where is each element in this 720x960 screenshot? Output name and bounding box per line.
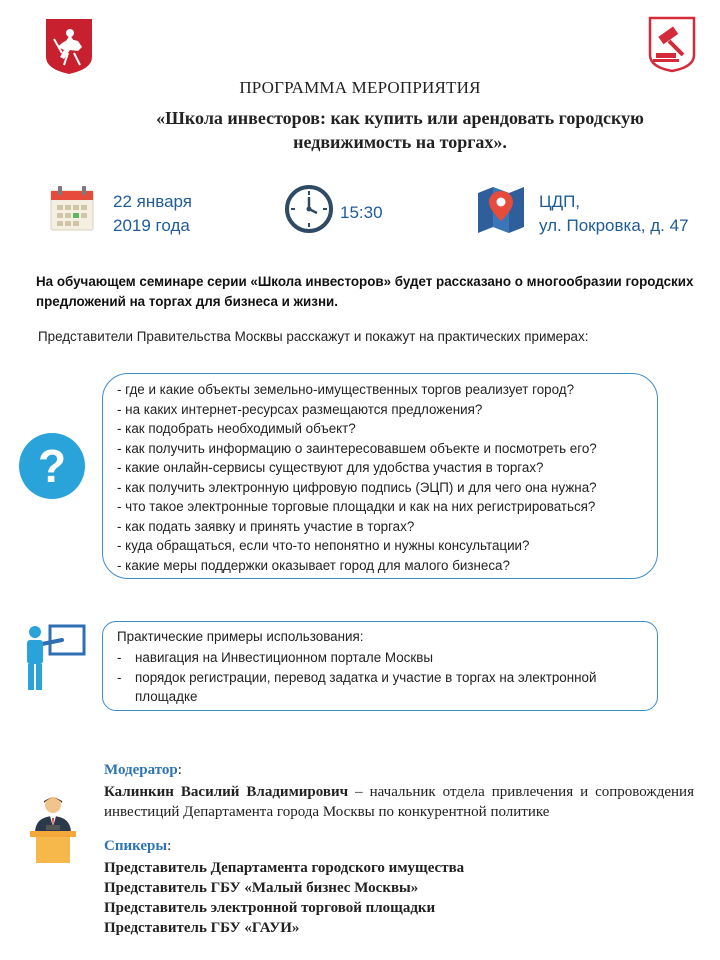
- intro-paragraph: На обучающем семинаре серии «Школа инвесторов» будет рассказано о многообразии городских предложений на торгах для бизнеса и жизни.: [36, 274, 694, 309]
- list-item: - как подобрать необходимый объект?: [117, 421, 356, 436]
- subtitle-line: недвижимость на торгах».: [293, 132, 507, 152]
- list-item: - как получить электронную цифровую подпись (ЭЦП) и для чего она нужна?: [117, 479, 597, 495]
- list-item-text: порядок регистрации, перевод задатка и участие в торгах на электронной площадке: [135, 669, 597, 704]
- moscow-coat-of-arms: [44, 17, 94, 75]
- event-date: [113, 190, 192, 238]
- list-item: - как подать заявку и принять участие в торгах?: [117, 518, 415, 534]
- speakers-label: Спикеры:: [104, 838, 172, 854]
- event-place: [539, 190, 689, 238]
- page-title: ПРОГРАММА МЕРОПРИЯТИЯ: [239, 78, 481, 97]
- event-time: 15:30: [340, 203, 383, 222]
- list-item: - какие онлайн-сервисы существуют для удобства участия в торгах?: [117, 460, 544, 475]
- speakers-list: [104, 858, 464, 938]
- svg-text:?: ?: [37, 440, 67, 492]
- map-pin-icon: [477, 185, 525, 235]
- moderator-label: Модератор:: [104, 762, 182, 778]
- place-address: ул. Покровка, д. 47: [539, 216, 689, 235]
- list-item: - на каких интернет-ресурсах размещаются предложения?: [117, 401, 483, 417]
- moderator-name: Калинкин Василий Владимирович: [104, 784, 349, 800]
- practice-title: Практические примеры использования:: [117, 629, 364, 644]
- question-icon: [18, 432, 86, 500]
- list-item: - как получить информацию о заинтересовавшем объекте и посмотреть его?: [117, 440, 597, 456]
- speakers-label-text: Спикеры: [104, 838, 168, 854]
- auction-logo-icon: [647, 15, 697, 73]
- list-item-text: навигация на Инвестиционном портале Москвы: [135, 650, 433, 665]
- moderator-label-text: Модератор: [104, 762, 178, 778]
- list-item: Представитель ГБУ «Малый бизнес Москвы»: [104, 880, 419, 896]
- subtitle-line: «Школа инвесторов: как купить или арендовать городскую: [156, 108, 644, 128]
- list-item: - куда обращаться, если что-то непонятно и нужны консультации?: [117, 538, 530, 553]
- list-item: - что такое электронные торговые площадки и как на них регистрироваться?: [117, 499, 596, 514]
- date-year: 2019 года: [113, 216, 190, 235]
- list-item: - навигация на Инвестиционном портале Москвы: [117, 650, 433, 665]
- lead-paragraph: Представители Правительства Москвы расскажут и покажут на практических примерах:: [38, 329, 589, 344]
- list-item: - порядок регистрации, перевод задатка и участие в торгах на электронной площадке: [117, 669, 597, 704]
- questions-list: [117, 380, 597, 575]
- place-name: ЦДП,: [539, 192, 581, 211]
- speaker-icon: [26, 795, 80, 865]
- practice-list: [117, 648, 647, 707]
- event-subtitle: [130, 106, 670, 154]
- presenter-icon: [22, 622, 86, 692]
- calendar-icon: [50, 185, 94, 231]
- moderator-description: [104, 782, 694, 822]
- list-item: Представитель ГБУ «ГАУИ»: [104, 920, 300, 936]
- clock-icon: [285, 185, 333, 233]
- list-item: Представитель электронной торговой площадки: [104, 900, 436, 916]
- moderator-role: – начальник отдела привлечения и сопровождения инвестиций Департамента города Москвы по конкурентной политике: [104, 784, 694, 820]
- list-item: - где и какие объекты земельно-имущественных торгов реализует город?: [117, 382, 575, 397]
- list-item: - какие меры поддержки оказывает город для малого бизнеса?: [117, 557, 510, 573]
- list-item: Представитель Департамента городского имущества: [104, 860, 465, 876]
- date-day: 22 января: [113, 192, 192, 211]
